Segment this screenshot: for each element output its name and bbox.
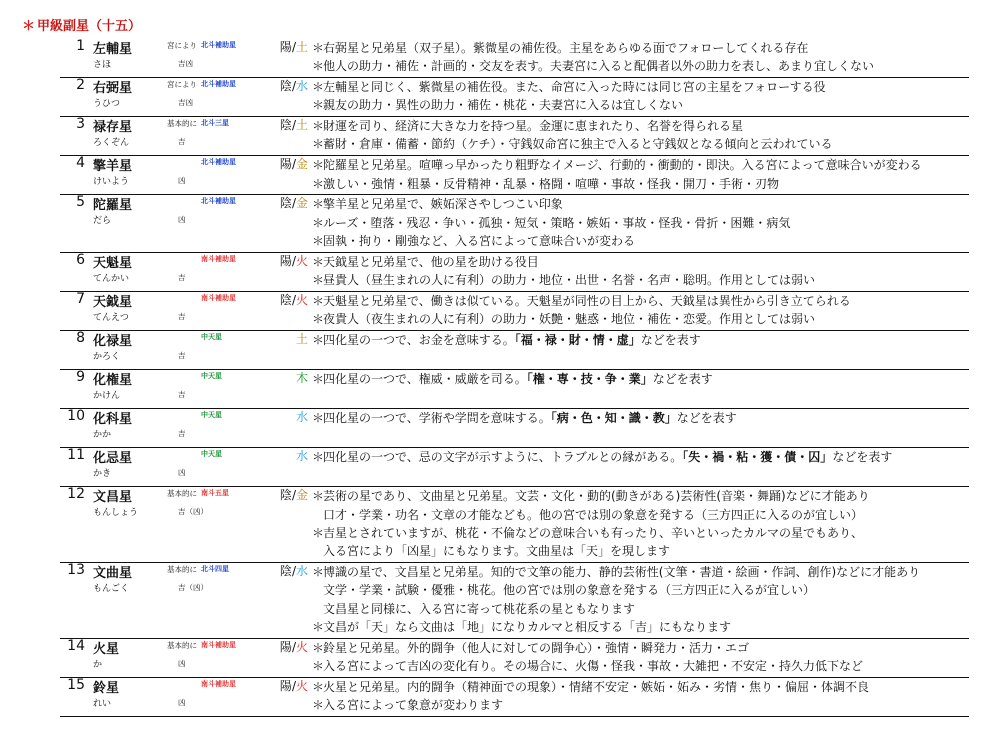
bullet-asterisk: ＊	[312, 332, 325, 347]
star-entry	[60, 370, 969, 409]
bullet-asterisk: ＊	[312, 254, 325, 269]
star-reading: てんかい	[93, 273, 130, 284]
description-suffix: などを表す	[640, 332, 701, 347]
star-entry	[60, 639, 969, 678]
star-reading: てんえつ	[93, 312, 129, 323]
star-category: 南斗補助星	[201, 640, 236, 649]
description-text: 昼貴人（昼生まれの人に有利）の助力・地位・出世・名誉・名声・聡明。作用としては弱い	[323, 273, 816, 288]
description-line	[312, 195, 972, 213]
star-yinyang-element	[275, 194, 308, 211]
separator: /	[291, 292, 296, 307]
bullet-asterisk: ＊	[312, 489, 325, 504]
star-number: 10	[67, 408, 85, 425]
star-luck: 吉	[178, 350, 186, 360]
description-line	[312, 618, 972, 636]
bullet-asterisk: ＊	[312, 41, 325, 55]
star-yinyang: 陰	[279, 196, 292, 211]
star-yinyang-element	[275, 677, 308, 694]
star-name: 左輔星	[93, 42, 133, 57]
star-yinyang: 陽	[279, 253, 292, 268]
star-yinyang: 陰	[279, 79, 292, 94]
star-element: 土	[295, 118, 308, 133]
star-yinyang: 陽	[279, 40, 292, 54]
star-number: 3	[76, 116, 85, 133]
description-text: 激しい・強情・粗暴・反骨精神・乱暴・格闘・喧嘩・事故・怪我・開刀・手術・刃物	[323, 176, 780, 191]
page-title	[22, 15, 141, 34]
star-element: 金	[295, 157, 308, 172]
star-number: 1	[76, 38, 85, 54]
description-text: 天魁星と兄弟星で、働きは似ている。天魁星が同性の目上から、天鉞星は異性から引き立てられる	[323, 293, 851, 308]
star-entry	[60, 678, 969, 717]
star-name: 禄存星	[93, 120, 133, 136]
description-line	[312, 39, 972, 57]
description-line	[312, 524, 972, 542]
star-description	[312, 487, 972, 560]
bullet-asterisk: ＊	[312, 215, 325, 230]
description-line	[312, 156, 972, 174]
description-line	[312, 57, 972, 75]
description-text: 文学・学業・試験・優雅・桃花。他の宮では別の象意を発する（三方四正に入るが宜しい）	[323, 583, 816, 598]
star-yinyang-element	[275, 252, 308, 269]
description-text: 四化星の一つで、忌の文字が示すように、トラブルとの縁がある。	[323, 450, 683, 465]
star-category: 北斗補助星	[201, 41, 236, 49]
star-category: 北斗補助星	[201, 197, 236, 206]
star-description	[312, 563, 972, 636]
star-name: 文曲星	[93, 566, 133, 582]
star-description	[312, 39, 972, 76]
star-yinyang: 陰	[279, 118, 292, 133]
bullet-asterisk: ＊	[312, 372, 325, 387]
star-category: 中天星	[201, 450, 222, 459]
star-description	[312, 331, 972, 349]
star-number: 13	[67, 562, 85, 579]
star-description	[312, 678, 972, 715]
star-element: 木	[295, 371, 308, 386]
separator: /	[291, 79, 296, 94]
bullet-asterisk: ＊	[312, 525, 325, 540]
bullet-asterisk: ＊	[312, 176, 325, 191]
star-element: 水	[295, 564, 308, 579]
star-table	[60, 39, 969, 717]
star-yinyang-element	[275, 562, 308, 579]
star-name: 化忌星	[93, 451, 133, 467]
star-element: 土	[295, 40, 308, 54]
description-text: 財運を司り、経済に大きな力を持つ星。金運に恵まれたり、名誉を得られる星	[323, 119, 744, 134]
star-name: 天魁星	[93, 255, 133, 271]
description-text: 四化星の一つで、学術や学問を意味する。	[323, 411, 551, 426]
star-entry	[60, 195, 969, 252]
description-line	[312, 117, 972, 135]
star-number: 15	[67, 676, 85, 693]
description-suffix: などを表す	[676, 411, 737, 426]
description-text: 入る宮によって象意が変わります	[323, 698, 504, 713]
description-line	[312, 96, 972, 114]
star-yinyang-element	[275, 38, 308, 55]
star-category: 中天星	[201, 372, 222, 381]
description-text: 芸術の星であり、文曲星と兄弟星。文芸・文化・動的(動きがある)芸術性(音楽・舞踊)などに才能あり	[323, 489, 870, 504]
star-luck: 吉凶	[178, 98, 193, 108]
star-number: 8	[76, 329, 85, 346]
star-description	[312, 448, 972, 466]
star-name: 擎羊星	[93, 159, 133, 175]
description-text: 入る宮により「凶星」にもなります。文曲星は「天」を現します	[323, 544, 671, 559]
star-entry	[60, 117, 969, 156]
star-number: 9	[76, 369, 85, 386]
star-number: 12	[67, 486, 85, 503]
star-name: 化禄星	[93, 333, 133, 349]
separator: /	[291, 253, 296, 268]
star-luck: 凶	[178, 176, 186, 186]
star-number: 4	[76, 155, 85, 172]
star-element: 火	[295, 292, 308, 307]
separator: /	[291, 488, 296, 503]
star-luck: 吉	[178, 311, 186, 321]
star-description	[312, 78, 972, 115]
star-name: 文昌星	[93, 490, 133, 506]
star-description	[312, 409, 972, 427]
bullet-asterisk: ＊	[312, 233, 325, 248]
description-text: 蓄財・倉庫・備蓄・節約（ケチ）・守銭奴命宮に独主で入ると守銭奴となる傾向と云われている	[323, 137, 833, 152]
star-yinyang-element	[275, 116, 308, 133]
star-element: 金	[295, 488, 308, 503]
description-text: ルーズ・堕落・残忍・争い・孤独・短気・策略・嫉妬・事故・怪我・骨折・困難・病気	[323, 215, 791, 230]
description-text: 天鉞星と兄弟星で、他の星を助ける役目	[323, 254, 539, 269]
description-line	[312, 542, 972, 560]
description-line	[312, 487, 972, 505]
bullet-asterisk: ＊	[312, 137, 325, 152]
star-yinyang-element	[275, 638, 308, 655]
description-suffix: などを表す	[832, 450, 893, 465]
star-element: 金	[295, 196, 308, 211]
title-text: 甲級副星（十五）	[37, 19, 142, 34]
star-name: 陀羅星	[93, 198, 133, 214]
description-emphasis: 「権・専・技・争・業」	[526, 372, 653, 387]
star-element: 水	[295, 410, 308, 425]
star-name: 化権星	[93, 373, 133, 389]
star-description	[312, 195, 972, 250]
star-name: 鈴星	[93, 680, 120, 696]
star-reading: かろく	[93, 351, 121, 362]
description-emphasis: 「福・禄・財・情・虚」	[514, 332, 641, 347]
star-name: 右弼星	[93, 81, 133, 97]
description-text: 吉星とされていますが、桃花・不倫などの意味合いも有ったり、辛いといったカルマの星でもあり、	[323, 525, 864, 540]
star-element: 火	[295, 678, 308, 693]
description-text: 鈴星と兄弟星。外的闘争（他人に対しての闘争心）・強情・瞬発力・活力・エゴ	[323, 640, 750, 655]
star-category: 中天星	[201, 411, 222, 420]
star-element: 水	[295, 79, 308, 94]
star-reading: かき	[93, 469, 112, 480]
description-text: 左輔星と同じく、紫微星の補佐役。また、命宮に入った時には同じ宮の主星をフォローする役	[323, 80, 826, 95]
star-description	[312, 156, 972, 193]
star-entry	[60, 292, 969, 331]
description-line	[312, 271, 972, 289]
bullet-asterisk: ＊	[312, 98, 325, 113]
star-yinyang: 陰	[279, 564, 292, 579]
star-reading: もんごく	[93, 584, 130, 595]
description-line	[312, 331, 972, 349]
bullet-asterisk: ＊	[312, 293, 325, 308]
description-text: 入る宮によって吉凶の変化有り。その場合に、火傷・怪我・事故・大雑把・不安定・持久力低下など	[323, 659, 864, 673]
description-suffix: などを表す	[652, 372, 713, 387]
star-name: 化科星	[93, 412, 133, 428]
star-luck: 吉（凶）	[178, 507, 208, 517]
description-line	[312, 175, 972, 193]
separator: /	[291, 157, 296, 172]
star-entry	[60, 78, 969, 117]
description-line	[312, 214, 972, 232]
star-kind: 宮により	[167, 41, 197, 50]
star-name: 天鉞星	[93, 294, 133, 310]
separator: /	[291, 118, 296, 133]
separator: /	[291, 564, 296, 579]
description-emphasis: 「病・色・知・識・教」	[550, 411, 677, 426]
star-element: 火	[295, 639, 308, 654]
star-luck: 吉凶	[178, 59, 193, 68]
bullet-asterisk: ＊	[312, 312, 325, 327]
star-yinyang-element	[275, 291, 308, 308]
bullet-asterisk: ＊	[312, 450, 325, 465]
star-description	[312, 370, 972, 388]
separator: /	[291, 40, 296, 54]
star-yinyang-element	[275, 486, 308, 503]
star-reading: もんしょう	[93, 508, 139, 519]
description-line	[312, 135, 972, 153]
star-yinyang: 陰	[279, 488, 292, 503]
star-category: 中天星	[201, 332, 222, 341]
description-text: 文昌が「天」なら文曲は「地」になりカルマと相反する「吉」にもなります	[323, 619, 732, 634]
star-yinyang: 陰	[279, 292, 292, 307]
star-description	[312, 292, 972, 329]
star-number: 14	[67, 637, 85, 654]
star-number: 11	[67, 447, 85, 464]
description-text: 親友の助力・異性の助力・補佐・桃花・夫妻宮に入るは宜しくない	[323, 98, 684, 113]
star-category: 南斗補助星	[201, 679, 236, 688]
star-yinyang-element	[275, 77, 308, 94]
separator: /	[291, 196, 296, 211]
star-yinyang: 陽	[279, 157, 292, 172]
star-yinyang-element	[275, 369, 308, 386]
star-description	[312, 639, 972, 676]
star-luck: 吉（凶）	[178, 583, 208, 593]
description-line	[312, 678, 972, 696]
star-category: 北斗四星	[201, 565, 229, 574]
star-category: 北斗補助星	[201, 158, 236, 167]
star-number: 7	[76, 290, 85, 307]
star-description	[312, 117, 972, 154]
bullet-asterisk: ＊	[312, 640, 325, 655]
description-text: 文昌星と同様に、入る宮に寄って桃花系の星ともなります	[323, 601, 636, 616]
bullet-asterisk: ＊	[312, 698, 325, 713]
star-number: 6	[76, 251, 85, 268]
description-text: 口才・学業・功名・文章の才能なども。他の宮では別の象意を発する（三方四正に入るのが宜しい）	[323, 507, 864, 522]
description-text: 固執・拘り・剛強など、入る宮によって意味合いが変わる	[323, 233, 636, 248]
description-line	[312, 448, 972, 466]
star-yinyang-element	[275, 408, 308, 425]
star-entry	[60, 331, 969, 370]
star-element: 水	[295, 449, 308, 464]
star-entry	[60, 156, 969, 195]
description-line	[312, 563, 972, 581]
bullet-asterisk: ＊	[312, 411, 325, 426]
star-kind: 基本的に	[167, 640, 197, 650]
star-reading: かけん	[93, 391, 121, 402]
star-reading: けいよう	[93, 177, 130, 188]
star-category: 南斗補助星	[201, 293, 236, 302]
bullet-asterisk: ＊	[312, 80, 325, 95]
star-number: 2	[76, 77, 85, 94]
bullet-asterisk: ＊	[312, 197, 325, 212]
star-reading: かか	[93, 430, 112, 441]
description-line	[312, 657, 972, 675]
description-emphasis: 「失・禍・粘・獲・債・囚」	[682, 450, 833, 465]
star-name: 火星	[93, 641, 120, 657]
star-luck: 吉	[178, 429, 186, 439]
star-luck: 吉	[178, 137, 186, 147]
description-line	[312, 696, 972, 714]
star-yinyang-element	[275, 447, 308, 464]
star-luck: 凶	[178, 697, 186, 707]
star-yinyang-element	[275, 330, 308, 347]
star-entry	[60, 409, 969, 448]
star-element: 火	[295, 253, 308, 268]
description-line	[312, 253, 972, 271]
description-line	[312, 78, 972, 96]
separator: /	[291, 639, 296, 654]
description-text: 陀羅星と兄弟星。喧嘩っ早かったり粗野なイメージ、行動的・衝動的・即決。入る宮によって意味合いが変わる	[323, 158, 922, 173]
description-line	[312, 639, 972, 657]
description-text: 火星と兄弟星。内的闘争（精神面での現象）・情緒不安定・嫉妬・妬み・劣情・焦り・偏屈・体調不良	[323, 679, 870, 694]
title-asterisk: ＊	[22, 19, 36, 34]
bullet-asterisk: ＊	[312, 119, 325, 134]
star-category: 南斗五星	[201, 489, 229, 498]
star-reading: さほ	[93, 60, 112, 70]
description-line	[312, 232, 972, 250]
description-text: 擎羊星と兄弟星で、嫉妬深さやしつこい印象	[323, 197, 563, 212]
description-text: 博識の星で、文昌星と兄弟星。知的で文筆の能力、静的芸術性(文筆・書道・絵画・作詞、創作)などに才能あり	[323, 565, 921, 580]
star-entry	[60, 563, 969, 639]
star-reading: れい	[93, 698, 112, 709]
description-line	[312, 310, 972, 328]
star-luck: 凶	[178, 658, 186, 668]
star-element: 土	[295, 331, 308, 346]
bullet-asterisk: ＊	[312, 679, 325, 694]
star-category: 北斗補助星	[201, 80, 236, 89]
description-line	[312, 506, 972, 524]
star-yinyang: 陽	[279, 678, 292, 693]
description-line	[312, 292, 972, 310]
description-text: 四化星の一つで、権威・威厳を司る。	[323, 372, 527, 387]
star-category: 北斗三星	[201, 119, 229, 128]
star-number: 5	[76, 194, 85, 211]
star-kind: 基本的に	[167, 565, 197, 575]
star-kind: 宮により	[167, 80, 197, 90]
star-yinyang: 陽	[279, 639, 292, 654]
star-luck: 吉	[178, 272, 186, 282]
bullet-asterisk: ＊	[312, 619, 325, 634]
star-reading: だら	[93, 216, 112, 227]
star-entry	[60, 487, 969, 563]
description-text: 四化星の一つで、お金を意味する。	[323, 332, 515, 347]
star-entry	[60, 448, 969, 487]
star-luck: 吉	[178, 390, 186, 400]
star-yinyang-element	[275, 155, 308, 172]
star-category: 南斗補助星	[201, 254, 236, 263]
star-entry	[60, 39, 969, 78]
bullet-asterisk: ＊	[312, 659, 325, 673]
bullet-asterisk: ＊	[312, 273, 325, 288]
description-line	[312, 600, 972, 618]
star-luck: 凶	[178, 215, 186, 225]
star-reading: うひつ	[93, 99, 121, 110]
description-text: 他人の助力・補佐・計画的・交友を表す。夫妻宮に入ると配偶者以外の助力を表し、あまり宜しくない	[323, 59, 875, 74]
star-luck: 凶	[178, 468, 186, 478]
bullet-asterisk: ＊	[312, 158, 325, 173]
description-text: 右弼星と兄弟星（双子星）。紫微星の補佐役。主星をあらゆる面でフォローしてくれる存在	[323, 41, 809, 55]
star-reading: か	[93, 659, 103, 670]
star-description	[312, 253, 972, 290]
description-text: 夜貴人（夜生まれの人に有利）の助力・妖艶・魅惑・地位・補佐・恋愛。作用としては弱い	[323, 312, 816, 327]
star-entry	[60, 253, 969, 292]
description-line	[312, 581, 972, 599]
bullet-asterisk: ＊	[312, 59, 325, 74]
description-line	[312, 370, 972, 388]
star-reading: ろくぞん	[93, 138, 130, 149]
description-line	[312, 409, 972, 427]
star-kind: 基本的に	[167, 119, 197, 129]
star-kind: 基本的に	[167, 489, 197, 499]
bullet-asterisk: ＊	[312, 565, 325, 580]
separator: /	[291, 678, 296, 693]
